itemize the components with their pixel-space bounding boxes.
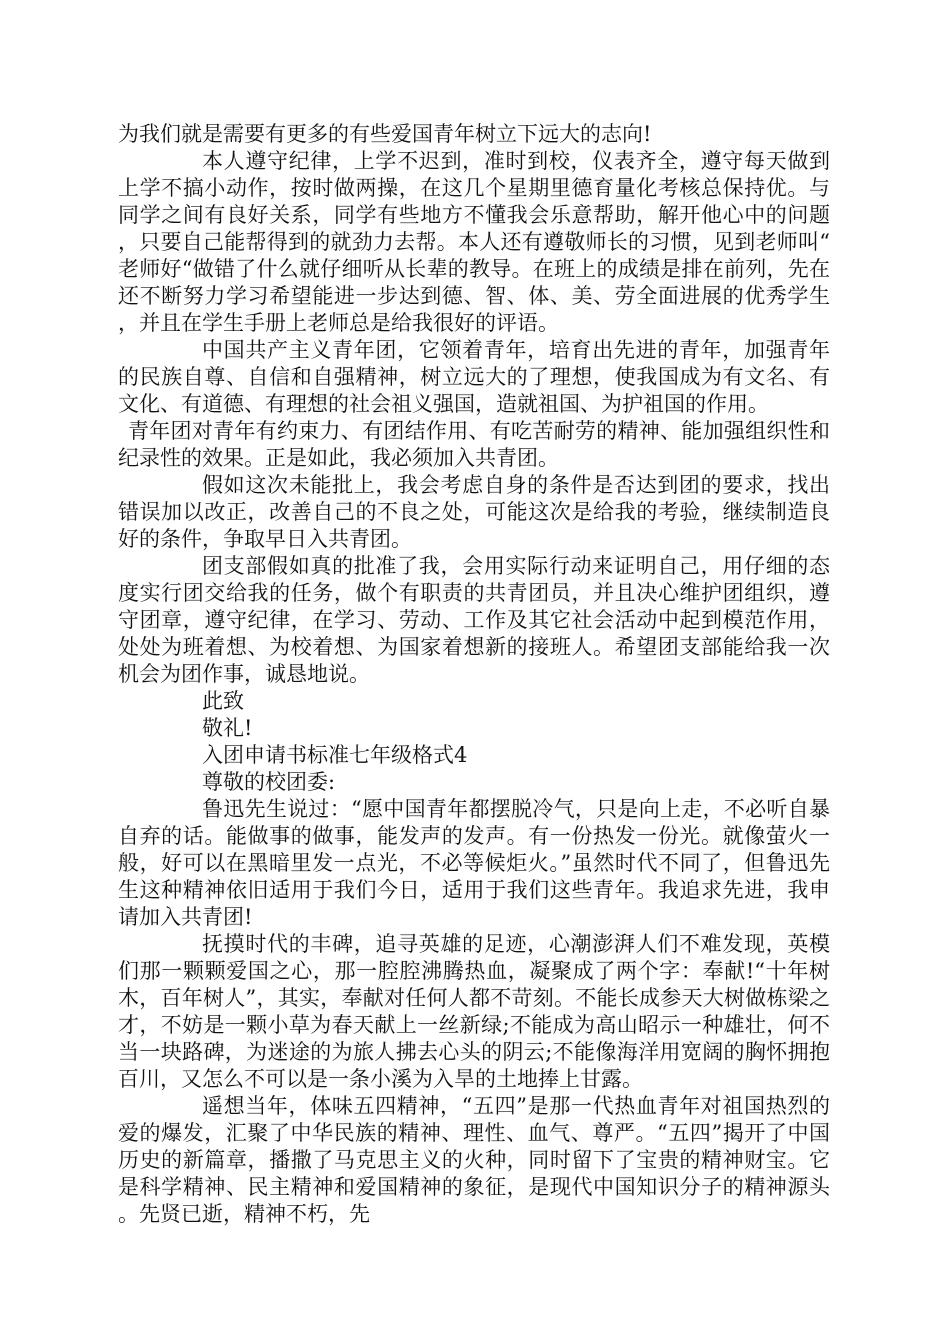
paragraph-if-rejected: 假如这次未能批上，我会考虑自身的条件是否达到团的要求，找出错误加以改正，改善自己的不良之处，可能这次是给我的考验，继续制造良好的条件，争取早日入共青团。 [118, 473, 830, 551]
closing-salutation: 此致 [202, 689, 244, 713]
paragraph-league-role: 青年团对青年有约束力、有团结作用、有吃苦耐劳的精神、能加强组织性和纪录性的效果。正是如此，我必须加入共青团。 [118, 419, 830, 470]
letter-greeting: 尊敬的校团委: [202, 770, 336, 794]
paragraph-continuation: 为我们就是需要有更多的有些爱国青年树立下远大的志向! [118, 122, 652, 146]
paragraph-league-intro: 中国共产主义青年团，它领着青年，培育出先进的青年，加强青年的民族自尊、自信和自强精神，树立远大的了理想，使我国成为有文名、有文化、有道德、有理想的社会祖义强国，造就祖国、为护祖国的作用。 [118, 338, 830, 416]
paragraph-conduct: 本人遵守纪律，上学不迟到，准时到校，仪表齐全，遵守每天做到上学不搞小动作，按时做两操，在这几个星期里德育量化考核总保持优。与同学之间有良好关系，同学有些地方不懂我会乐意帮助，解开他心中的问题，只要自己能帮得到的就劲力去帮。本人还有遵敬师长的习惯，见到老师叫“老师好“做错了什么就仔细听从长辈的教导。在班上的成绩是排在前列，先在还不断努力学习希望能进一步达到德、智、体、美、劳全面进展的优秀学生，并且在学生手册上老师总是给我很好的评语。 [118, 149, 830, 335]
section-heading: 入团申请书标准七年级格式4 [202, 743, 468, 767]
closing-regards: 敬礼! [202, 716, 253, 740]
document-body [118, 121, 830, 1228]
paragraph-dedication: 抚摸时代的丰碑，追寻英雄的足迹，心潮澎湃人们不难发现，英模们那一颗颗爱国之心，那一腔腔沸腾热血，凝聚成了两个字：奉献!“十年树木，百年树人”，其实，奉献对任何人都不苛刻。不能长成参天大树做栋梁之才，不妨是一颗小草为春天献上一丝新绿;不能成为高山昭示一种雄壮，何不当一块路碑，为迷途的为旅人拂去心头的阴云;不能像海洋用宽阔的胸怀拥抱百川，又怎么不可以是一条小溪为入旱的土地捧上甘露。 [118, 932, 830, 1091]
paragraph-if-approved: 团支部假如真的批准了我，会用实际行动来证明自己，用仔细的态度实行团交给我的任务，做个有职责的共青团员，并且决心维护团组织，遵守团章，遵守纪律，在学习、劳动、工作及其它社会活动中起到模范作用，处处为班着想、为校着想、为国家着想新的接班人。希望团支部能给我一次机会为团作事，诚恳地说。 [118, 554, 830, 686]
paragraph-may-fourth: 遥想当年，体味五四精神，“五四”是那一代热血青年对祖国热烈的爱的爆发，汇聚了中华民族的精神、理性、血气、尊严。“五四”揭开了中国历史的新篇章，播撒了马克思主义的火种，同时留下了宝贵的精神财宝。它是科学精神、民主精神和爱国精神的象征，是现代中国知识分子的精神源头。先贤已逝，精神不朽，先 [118, 1094, 830, 1226]
paragraph-lu-xun: 鲁迅先生说过：“愿中国青年都摆脱冷气，只是向上走，不必听自暴自弃的话。能做事的做事，能发声的发声。有一份热发一份光。就像萤火一般，好可以在黑暗里发一点光，不必等候炬火。”虽然时代不同了，但鲁迅先生这种精神依旧适用于我们今日，适用于我们这些青年。我追求先进，我申请加入共青团! [118, 797, 830, 929]
